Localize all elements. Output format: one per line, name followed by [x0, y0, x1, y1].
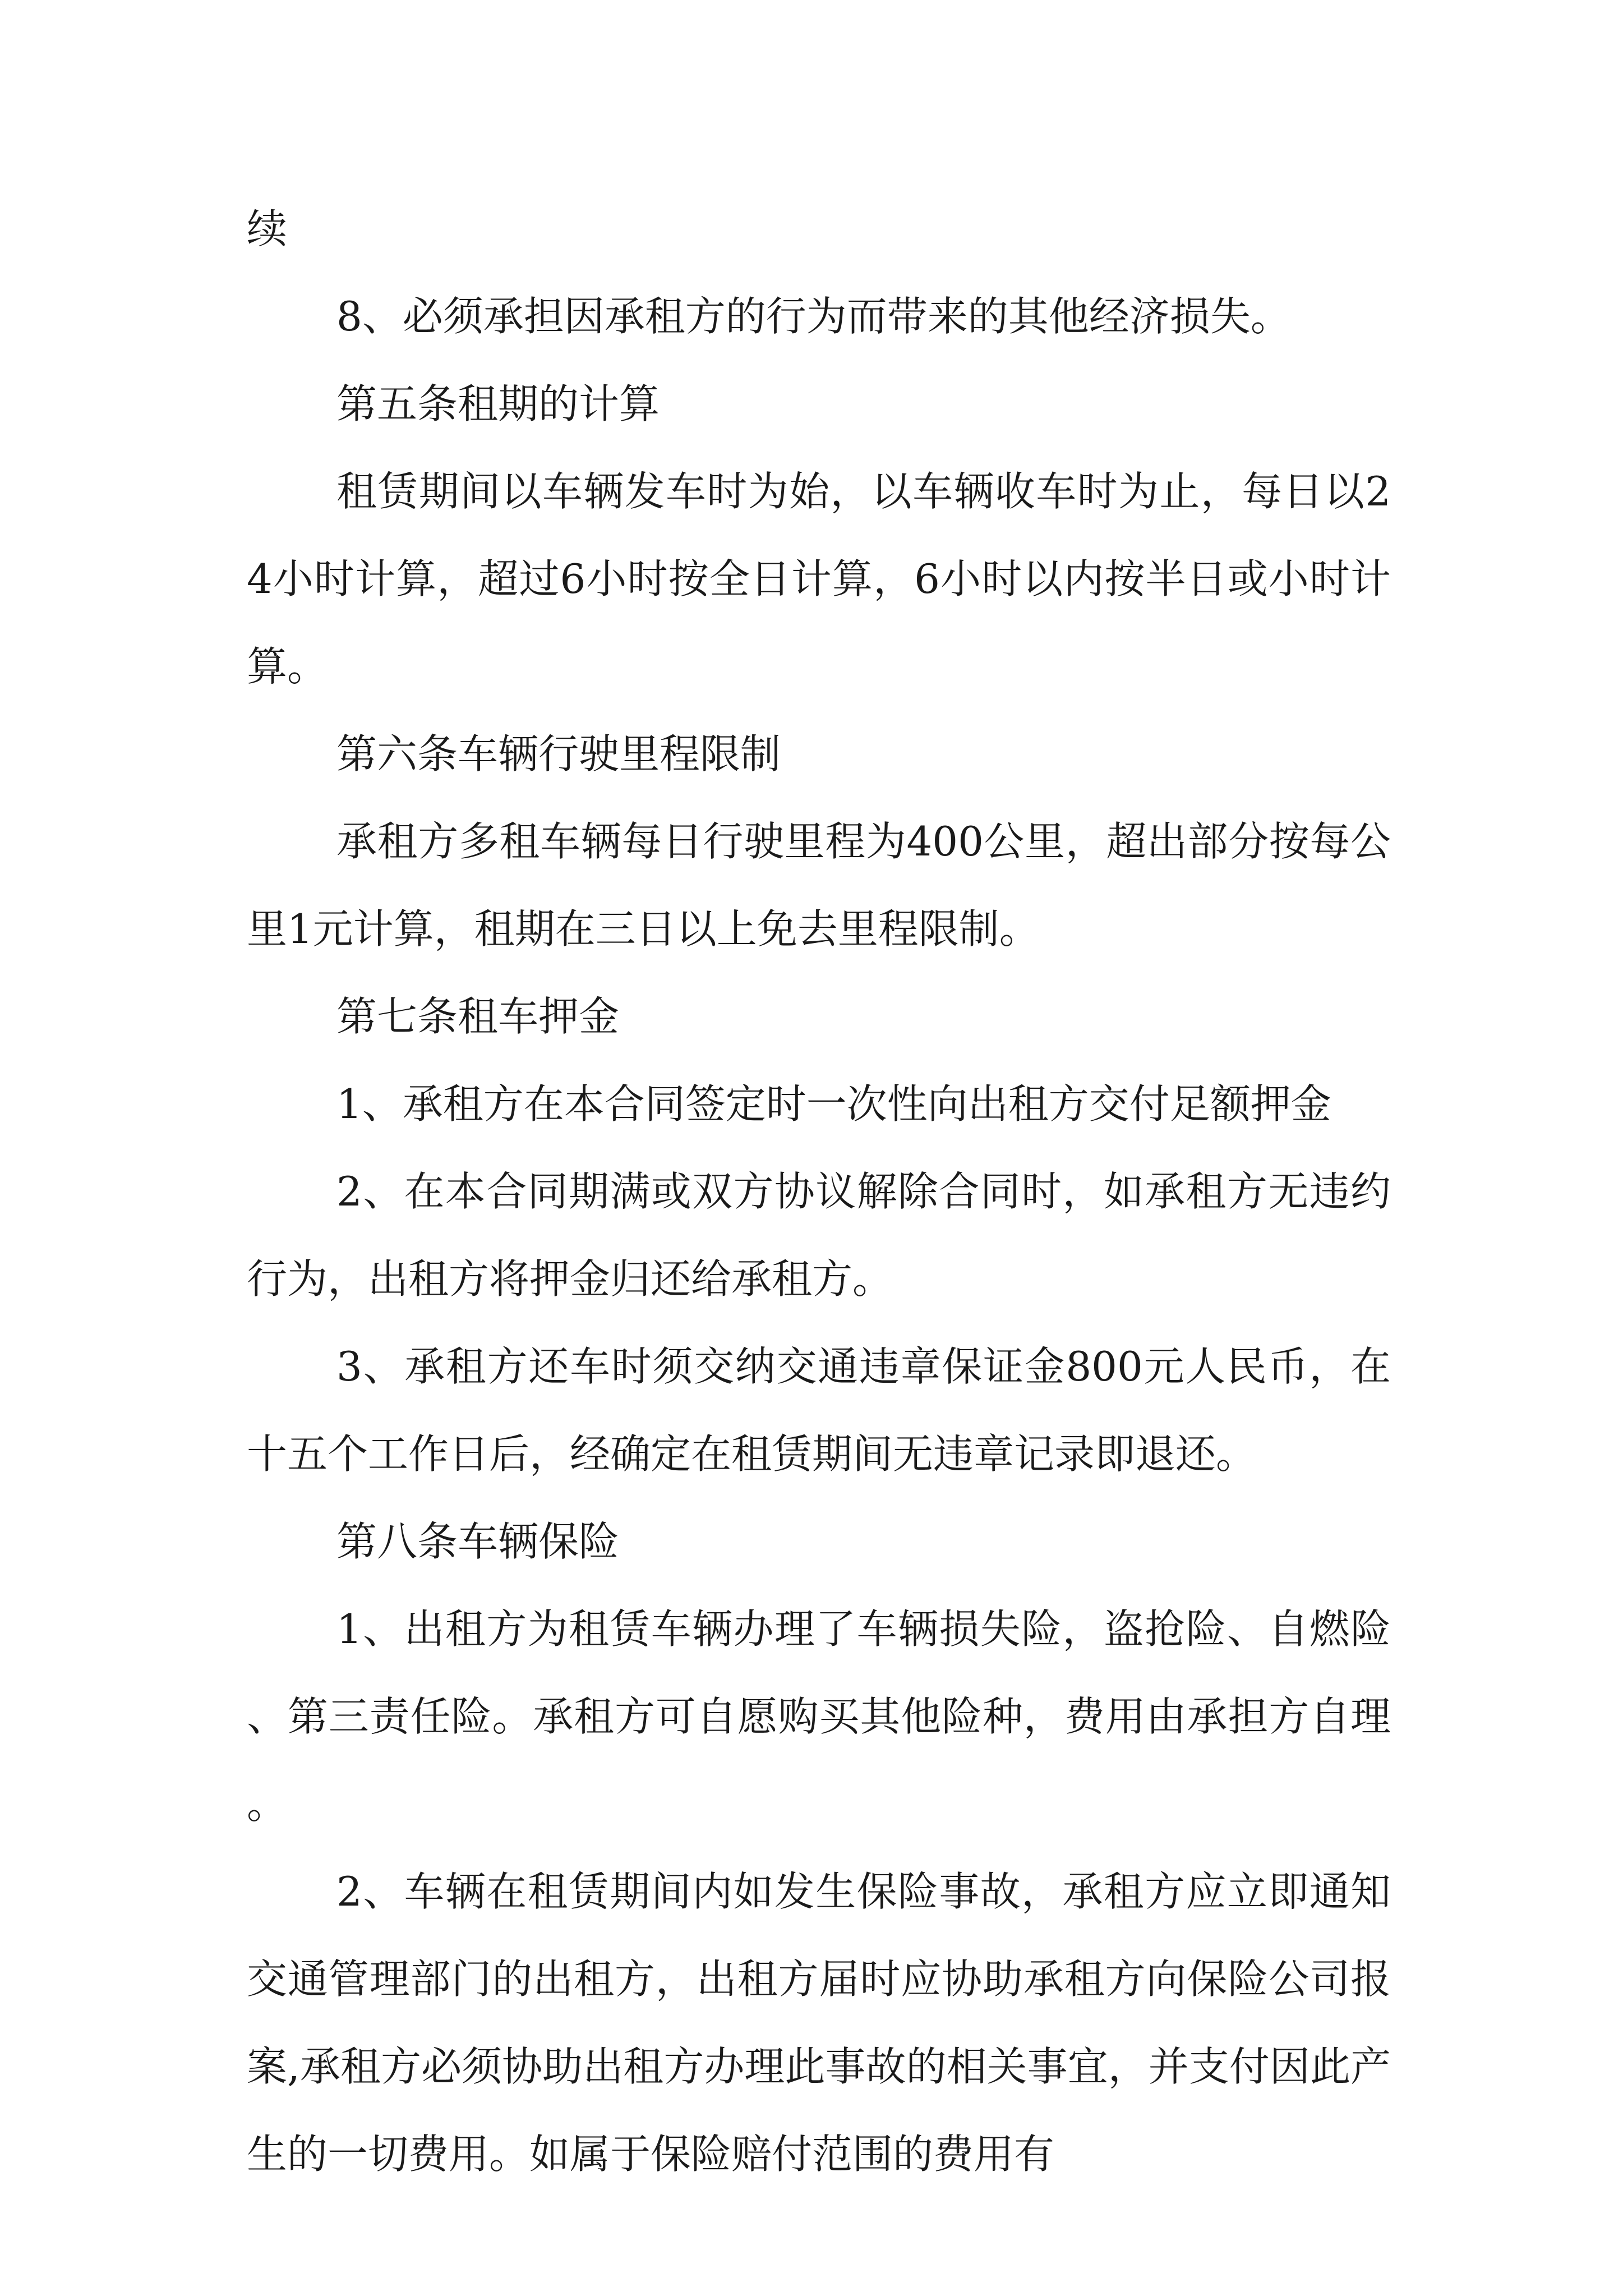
paragraph-mileage-limit: 承租方多租车辆每日行驶里程为400公里，超出部分按每公里1元计算，租期在三日以上免去里程限制。: [247, 818, 1391, 953]
heading-article-6: 第六条车辆行驶里程限制: [336, 730, 781, 777]
heading-article-7: 第七条租车押金: [336, 993, 620, 1040]
paragraph-continuation: 续: [247, 205, 288, 252]
heading-article-8: 第八条车辆保险: [336, 1518, 620, 1565]
paragraph-clause-8: 8、必须承担因承租方的行为而带来的其他经济损失。: [336, 293, 1291, 340]
paragraph-insurance-2: 2、车辆在租赁期间内如发生保险事故，承租方应立即通知交通管理部门的出租方，出租方届时应协助承租方向保险公司报案,承租方必须协助出租方办理此事故的相关事宜，并支付因此产生的一切费用。如属于保险赔付范围的费用有: [247, 1868, 1391, 2178]
document-body: [247, 185, 1391, 2198]
paragraph-deposit-1: 1、承租方在本合同签定时一次性向出租方交付足额押金: [336, 1080, 1331, 1128]
paragraph-deposit-2: 2、在本合同期满或双方协议解除合同时，如承租方无违约行为，出租方将押金归还给承租方。: [247, 1168, 1391, 1303]
paragraph-insurance-1: 1、出租方为租赁车辆办理了车辆损失险，盗抢险、自燃险、第三责任险。承租方可自愿购买其他险种，费用由承担方自理。: [247, 1605, 1391, 1828]
heading-article-5: 第五条租期的计算: [336, 380, 660, 427]
paragraph-deposit-3: 3、承租方还车时须交纳交通违章保证金800元人民币，在十五个工作日后，经确定在租赁期间无违章记录即退还。: [247, 1343, 1391, 1478]
paragraph-rental-period: 租赁期间以车辆发车时为始，以车辆收车时为止，每日以24小时计算，超过6小时按全日计算，6小时以内按半日或小时计算。: [247, 468, 1391, 690]
